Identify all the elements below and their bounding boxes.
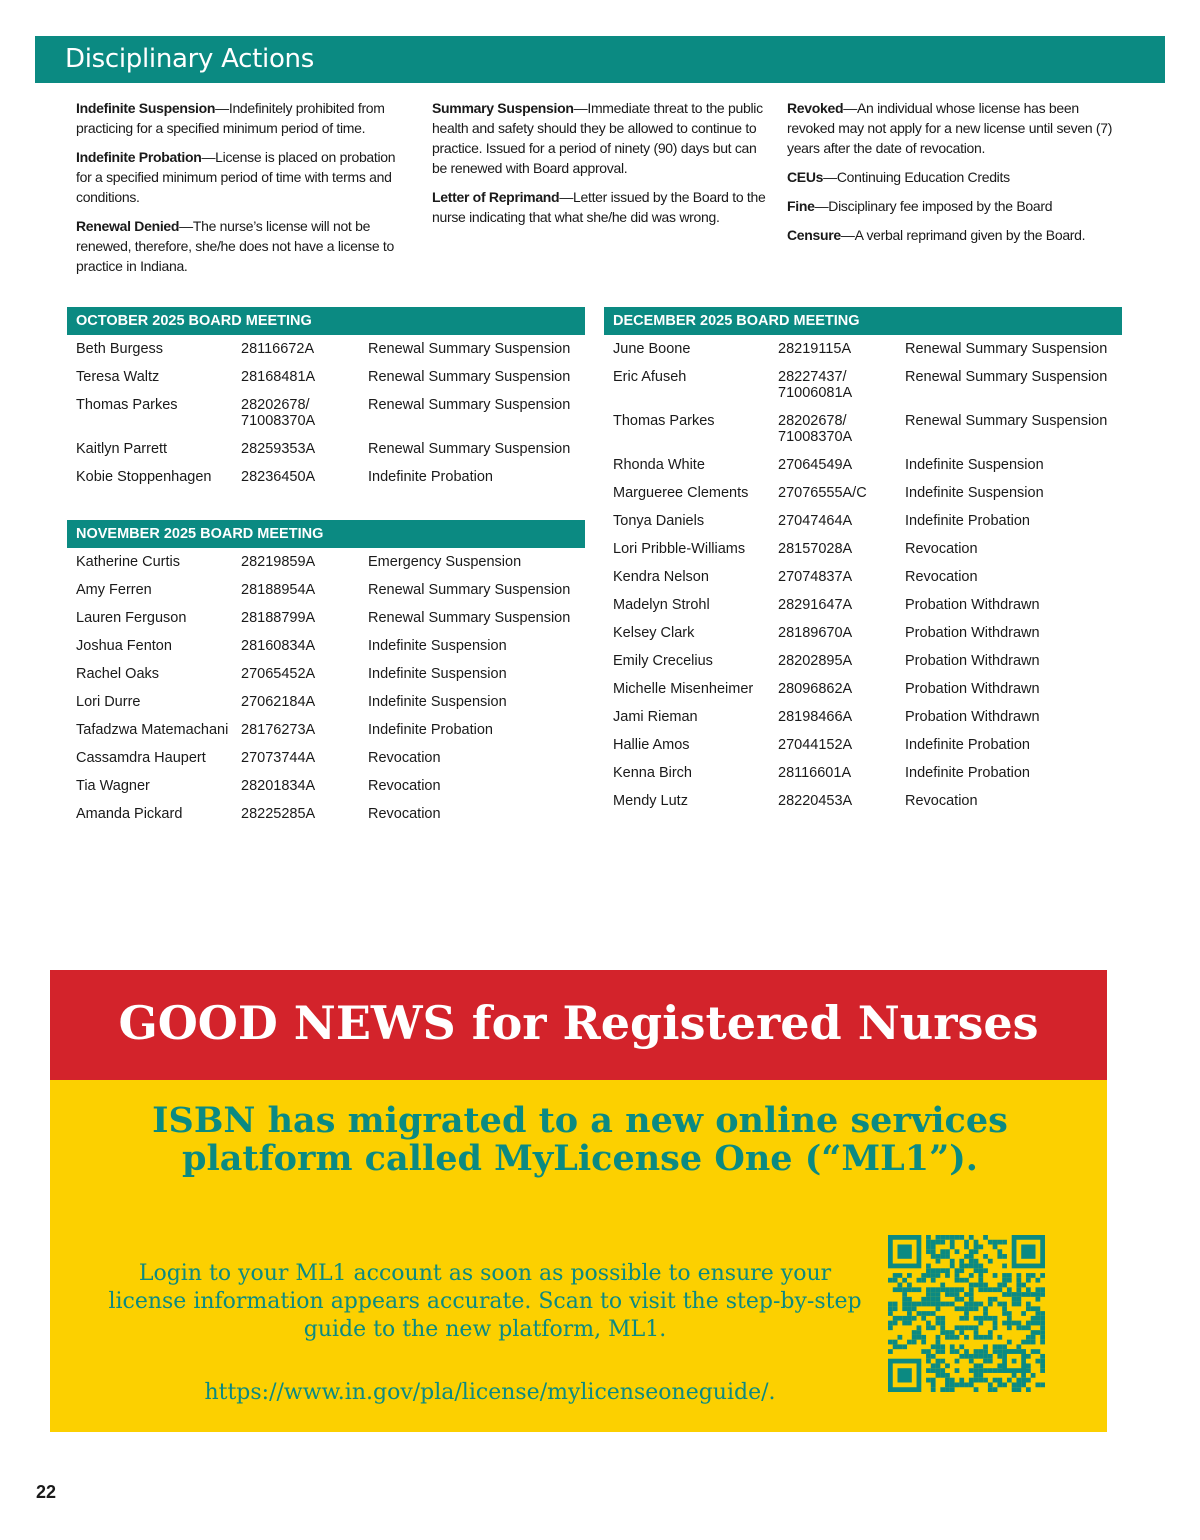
november-meeting-table [67,520,585,828]
banner-heading: GOOD NEWS for Registered Nurses [118,996,1039,1050]
meeting-header: NOVEMBER 2025 BOARD MEETING [67,520,585,548]
license-number: 28220453A [778,793,853,809]
license-number: 28202895A [778,653,853,669]
october-meeting-table [67,307,585,491]
definition [76,216,406,276]
table-row [604,619,1122,647]
license-number: 28116601A [778,765,852,781]
definitions-column-2 [432,98,772,236]
nurse-name: Eric Afuseh [613,369,687,385]
table-row [67,576,585,604]
nurse-name: Kelsey Clark [613,625,695,641]
meeting-header: OCTOBER 2025 BOARD MEETING [67,307,585,335]
table-row [67,463,585,491]
nurse-name: Tafadzwa Matemachani [76,722,229,738]
action-taken: Probation Withdrawn [905,681,1040,697]
nurse-name: June Boone [613,341,691,357]
table-row [604,591,1122,619]
definition [787,167,1127,187]
license-number: 27074837A [778,569,853,585]
license-number: 27062184A [241,694,316,710]
action-taken: Renewal Summary Suspension [905,369,1108,385]
nurse-name: Lori Durre [76,694,141,710]
license-number: 28096862A [778,681,853,697]
table-row [67,435,585,463]
definition-desc: —Indefinitely prohibited from practicing for a specified minimum period of time. [76,100,385,136]
table-row [604,451,1122,479]
action-taken: Renewal Summary Suspension [368,582,571,598]
action-taken: Revocation [905,569,978,585]
action-taken: Renewal Summary Suspension [368,441,571,457]
good-news-banner [50,970,1107,1432]
page-number: 22 [36,1482,57,1502]
definition-term: Censure [787,227,841,243]
action-taken: Indefinite Probation [905,513,1030,529]
definition-desc: —Letter issued by the Board to the nurse indicating that what she/he did was wrong. [432,189,766,225]
license-number: 28219115A [778,341,852,357]
table-row [67,335,585,363]
definition-desc: —Immediate threat to the public health and safety should they be allowed to continue to practice. Issued for a period of ninety (90) days but can be renewed with Board approval. [432,100,763,176]
action-taken: Indefinite Suspension [905,457,1044,473]
definitions-column-1 [76,98,406,285]
nurse-name: Kenna Birch [613,765,692,781]
table-row [604,363,1122,407]
nurse-name: Teresa Waltz [76,369,160,385]
banner-header [50,970,1107,1080]
definition-term: Indefinite Probation [76,149,202,165]
nurse-name: Kendra Nelson [613,569,709,585]
license-number: 28160834A [241,638,316,654]
license-number: 28227437/ 71006081A [778,369,853,401]
license-number: 27073744A [241,750,316,766]
license-number: 28168481A [241,369,316,385]
license-number: 27044152A [778,737,853,753]
action-taken: Indefinite Probation [905,737,1030,753]
table-row [67,391,585,435]
nurse-name: Cassamdra Haupert [76,750,206,766]
table-row [604,759,1122,787]
table-row [604,479,1122,507]
action-taken: Renewal Summary Suspension [368,397,571,413]
action-taken: Indefinite Probation [368,722,493,738]
table-row [67,548,585,576]
table-row [67,363,585,391]
license-number: 28198466A [778,709,853,725]
action-taken: Probation Withdrawn [905,597,1040,613]
action-taken: Revocation [368,806,441,822]
action-taken: Probation Withdrawn [905,709,1040,725]
nurse-name: Kobie Stoppenhagen [76,469,212,485]
definition-desc: —Continuing Education Credits [823,169,1010,185]
definition-desc: —Disciplinary fee imposed by the Board [814,198,1053,214]
nurse-name: Margueree Clements [613,485,749,501]
action-taken: Indefinite Suspension [905,485,1044,501]
table-row [604,335,1122,363]
definition [787,225,1127,245]
table-row [604,787,1122,815]
table-row [67,660,585,688]
definition [787,98,1127,158]
nurse-name: Thomas Parkes [613,413,715,429]
nurse-name: Lori Pribble-Williams [613,541,746,557]
table-row [67,716,585,744]
nurse-name: Lauren Ferguson [76,610,187,626]
nurse-name: Amy Ferren [76,582,152,598]
license-number: 28188799A [241,610,316,626]
action-taken: Indefinite Probation [905,765,1030,781]
action-taken: Renewal Summary Suspension [905,413,1108,429]
nurse-name: Emily Crecelius [613,653,713,669]
table-row [604,407,1122,451]
definitions-column-3 [787,98,1127,254]
action-taken: Renewal Summary Suspension [905,341,1108,357]
nurse-name: Joshua Fenton [76,638,172,654]
license-number: 28202678/ 71008370A [778,413,853,445]
banner-headline: ISBN has migrated to a new online services platform called MyLicense One (“ML1”). [152,1100,1008,1179]
license-number: 28189670A [778,625,853,641]
license-number: 27064549A [778,457,853,473]
license-number: 28291647A [778,597,853,613]
nurse-name: Katherine Curtis [76,554,180,570]
nurse-name: Tonya Daniels [613,513,705,529]
definition [432,187,772,227]
license-number: 28202678/ 71008370A [241,397,316,429]
action-taken: Probation Withdrawn [905,625,1040,641]
nurse-name: Tia Wagner [76,778,150,794]
table-row [67,744,585,772]
table-row [604,563,1122,591]
definition-desc: —The nurse’s license will not be renewed, therefore, she/he does not have a license to practice in Indiana. [76,218,394,274]
table-row [604,535,1122,563]
definition [76,147,406,207]
definition-term: Indefinite Suspension [76,100,216,116]
definition-desc: —License is placed on probation for a specified minimum period of time with terms and conditions. [76,149,396,205]
nurse-name: Kaitlyn Parrett [76,441,168,457]
table-row [67,604,585,632]
table-row [67,688,585,716]
license-number: 28259353A [241,441,316,457]
nurse-name: Rhonda White [613,457,705,473]
definition-term: CEUs [787,169,824,185]
table-row [604,703,1122,731]
definition [787,196,1127,216]
license-number: 28116672A [241,341,315,357]
license-number: 27047464A [778,513,853,529]
table-row [604,647,1122,675]
action-taken: Probation Withdrawn [905,653,1040,669]
action-taken: Renewal Summary Suspension [368,341,571,357]
nurse-name: Jami Rieman [613,709,698,725]
definition-term: Summary Suspension [432,100,574,116]
definition-term: Revoked [787,100,844,116]
guide-link[interactable]: https://www.in.gov/pla/license/mylicenseoneguide/. [204,1380,776,1405]
action-taken: Revocation [368,750,441,766]
table-row [604,731,1122,759]
license-number: 28219859A [241,554,316,570]
definition-desc: —An individual whose license has been revoked may not apply for a new license until seven (7) years after the date of revocation. [787,100,1113,156]
action-taken: Renewal Summary Suspension [368,610,571,626]
definition [432,98,772,178]
action-taken: Revocation [905,541,978,557]
definition-term: Fine [787,198,815,214]
table-row [604,675,1122,703]
nurse-name: Beth Burgess [76,341,164,357]
december-meeting-table [604,307,1122,815]
action-taken: Indefinite Probation [368,469,493,485]
banner-body: Login to your ML1 account as soon as possible to ensure your license information appears accurate. Scan to visit the step-by-step guide to the new platform, ML1. [108,1261,862,1342]
action-taken: Indefinite Suspension [368,694,507,710]
license-number: 28225285A [241,806,316,822]
license-number: 28236450A [241,469,316,485]
section-title: Disciplinary Actions [65,44,314,74]
nurse-name: Hallie Amos [613,737,690,753]
table-row [67,772,585,800]
license-number: 27076555A/C [778,485,867,501]
action-taken: Revocation [905,793,978,809]
definition-term: Letter of Reprimand [432,189,560,205]
definition-desc: —A verbal reprimand given by the Board. [840,227,1086,243]
action-taken: Indefinite Suspension [368,638,507,654]
table-row [67,800,585,828]
license-number: 28188954A [241,582,316,598]
license-number: 27065452A [241,666,316,682]
action-taken: Revocation [368,778,441,794]
action-taken: Renewal Summary Suspension [368,369,571,385]
definition-term: Renewal Denied [76,218,180,234]
section-title-bar [35,36,1165,83]
qr-code-icon[interactable] [888,1235,1045,1392]
license-number: 28176273A [241,722,316,738]
nurse-name: Mendy Lutz [613,793,688,809]
definition [76,98,406,138]
nurse-name: Amanda Pickard [76,806,183,822]
nurse-name: Michelle Misenheimer [613,681,754,697]
nurse-name: Rachel Oaks [76,666,160,682]
meeting-header: DECEMBER 2025 BOARD MEETING [604,307,1122,335]
action-taken: Emergency Suspension [368,554,522,570]
action-taken: Indefinite Suspension [368,666,507,682]
table-row [67,632,585,660]
nurse-name: Thomas Parkes [76,397,178,413]
nurse-name: Madelyn Strohl [613,597,710,613]
table-row [604,507,1122,535]
license-number: 28157028A [778,541,853,557]
license-number: 28201834A [241,778,316,794]
